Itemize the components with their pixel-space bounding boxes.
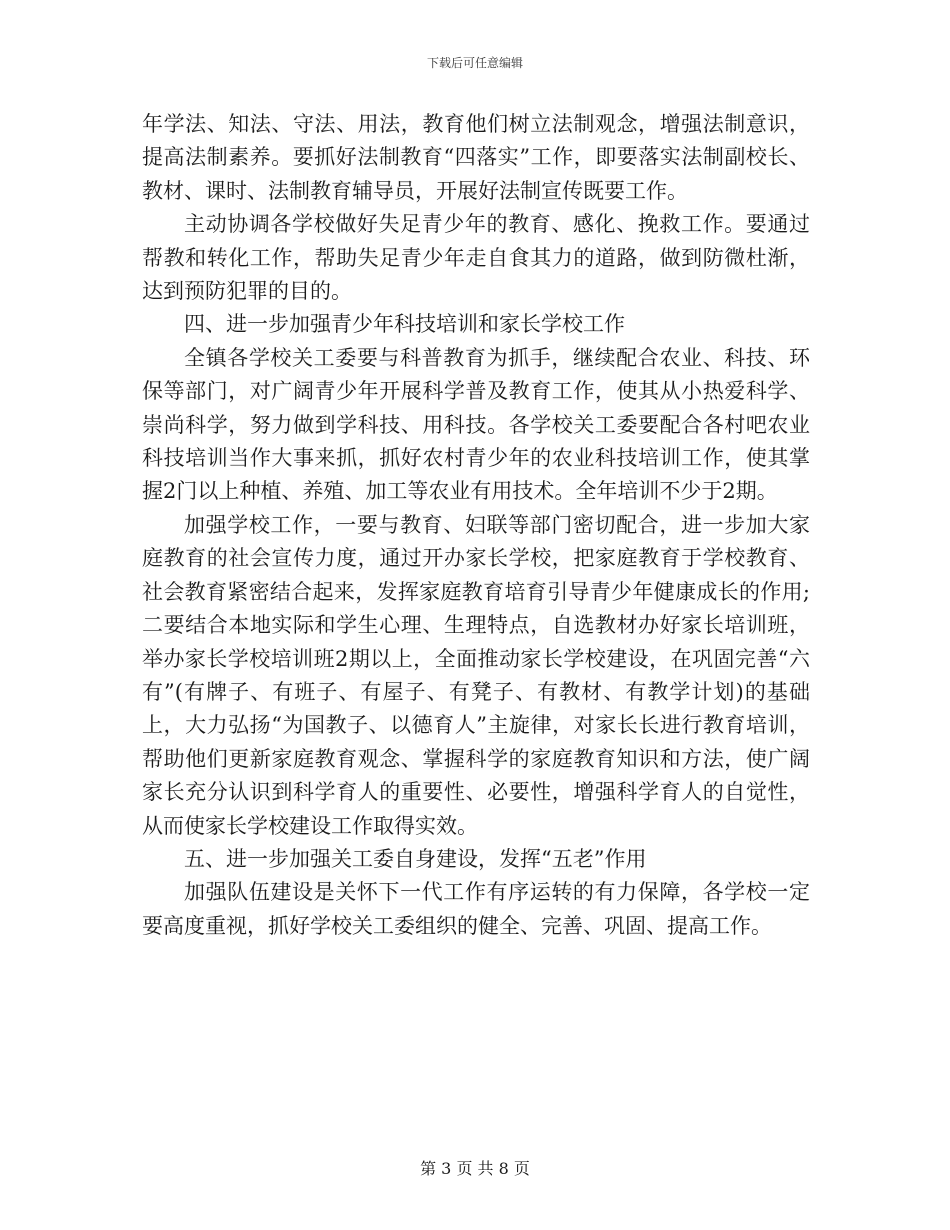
page-header-note: 下载后可任意编辑 xyxy=(426,56,523,70)
paragraph-2: 主动协调各学校做好失足青少年的教育、感化、挽救工作。要通过帮教和转化工作，帮助失足青少年走自食其力的道路，做到防微杜渐，达到预防犯罪的目的。 xyxy=(142,212,810,304)
section-heading-4: 四、进一步加强青少年科技培训和家长学校工作 xyxy=(184,312,625,337)
paragraph-4: 加强学校工作，一要与教育、妇联等部门密切配合，进一步加大家庭教育的社会宣传力度，通过开办家长学校，把家庭教育于学校教育、社会教育紧密结合起来，发挥家庭教育培育引导青少年健康成长的作用;二要结合本地实际和学生心理、生理特点，自选教材办好家长培训班，举办家长学校培训班2期以上，全面推动家长学校建设，在巩固完善“六有”(有牌子、有班子、有屋子、有凳子、有教材、有教学计划)的基础上，大力弘扬“为国教子、以德育人”主旋律，对家长长进行教育培训，帮助他们更新家庭教育观念、掌握科学的家庭教育知识和方法，使广阔家长充分认识到科学育人的重要性、必要性，增强科学育人的自觉性，从而使家长学校建设工作取得实效。 xyxy=(142,512,810,838)
paragraph-5: 加强队伍建设是关怀下一代工作有序运转的有力保障，各学校一定要高度重视，抓好学校关工委组织的健全、完善、巩固、提高工作。 xyxy=(142,880,810,938)
page-number: 第 3 页 共 8 页 xyxy=(420,1159,530,1178)
section-heading-5: 五、进一步加强关工委自身建设，发挥“五老”作用 xyxy=(184,846,647,871)
document-body xyxy=(142,108,810,943)
paragraph-3: 全镇各学校关工委要与科普教育为抓手，继续配合农业、科技、环保等部门，对广阔青少年开展科学普及教育工作，使其从小热爱科学、崇尚科学，努力做到学科技、用科技。各学校关工委要配合各村吧农业科技培训当作大事来抓，抓好农村青少年的农业科技培训工作，使其掌握2门以上种植、养殖、加工等农业有用技术。全年培训不少于2期。 xyxy=(142,345,810,504)
paragraph-1: 年学法、知法、守法、用法，教育他们树立法制观念，增强法制意识，提高法制素养。要抓好法制教育“四落实”工作，即要落实法制副校长、教材、课时、法制教育辅导员，开展好法制宣传既要工作。 xyxy=(142,112,810,203)
